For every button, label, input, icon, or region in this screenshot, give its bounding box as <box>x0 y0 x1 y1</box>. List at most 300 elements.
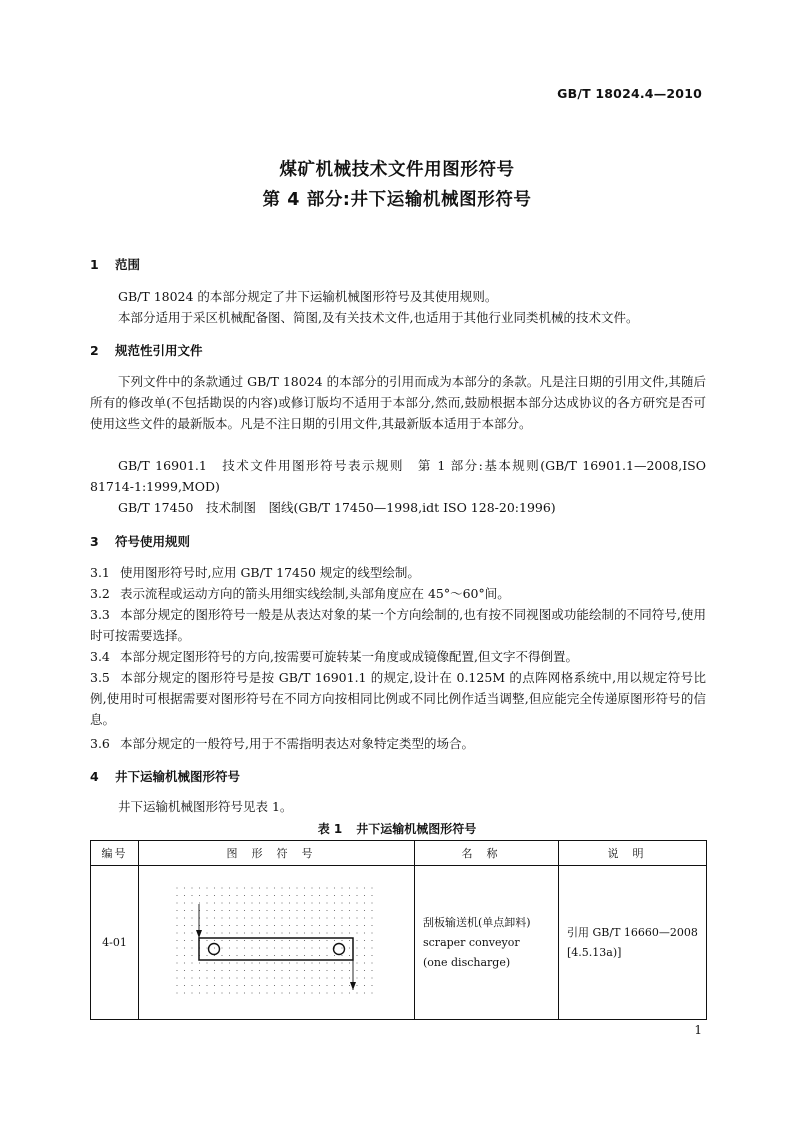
grid-dot <box>326 992 327 993</box>
grid-dot <box>184 925 185 926</box>
grid-dot <box>184 910 185 911</box>
grid-dot <box>266 985 267 986</box>
grid-dot <box>349 955 350 956</box>
grid-dot <box>371 955 372 956</box>
grid-dot <box>281 977 282 978</box>
grid-dot <box>341 962 342 963</box>
grid-dot <box>349 895 350 896</box>
grid-dot <box>259 947 260 948</box>
clause-3-4 <box>90 646 706 667</box>
grid-dot <box>176 947 177 948</box>
grid-dot <box>191 917 192 918</box>
grid-dot <box>191 962 192 963</box>
grid-dot <box>259 970 260 971</box>
grid-dot <box>221 947 222 948</box>
grid-dot <box>214 962 215 963</box>
grid-dot <box>341 940 342 941</box>
clause-number: 3.4 <box>90 649 110 664</box>
grid-dot <box>214 970 215 971</box>
grid-dot <box>334 932 335 933</box>
scraper-conveyor-symbol <box>139 866 415 1016</box>
grid-dot <box>206 895 207 896</box>
grid-dot <box>214 932 215 933</box>
grid-dot <box>304 910 305 911</box>
grid-dot <box>266 902 267 903</box>
grid-dot <box>221 962 222 963</box>
grid-dot <box>296 992 297 993</box>
grid-dot <box>221 985 222 986</box>
right-sprocket-circle <box>334 944 345 955</box>
grid-dot <box>296 925 297 926</box>
grid-dot <box>251 887 252 888</box>
grid-dot <box>304 940 305 941</box>
grid-dot <box>206 955 207 956</box>
clause-3-5 <box>90 667 706 730</box>
grid-dot <box>266 955 267 956</box>
name-english-2: (one discharge) <box>423 955 511 969</box>
grid-dot <box>221 992 222 993</box>
grid-dot <box>266 970 267 971</box>
grid-dot <box>274 970 275 971</box>
grid-dot <box>371 917 372 918</box>
grid-dot <box>274 932 275 933</box>
grid-dot <box>349 970 350 971</box>
grid-dot <box>236 910 237 911</box>
grid-dot <box>349 932 350 933</box>
grid-dot <box>214 887 215 888</box>
grid-dot <box>244 955 245 956</box>
section-2-para-1: 下列文件中的条款通过 GB/T 18024 的本部分的引用而成为本部分的条款。凡是注日期的引用文件,其随后所有的修改单(不包括勘误的内容)或修订版均不适用于本部分,然而,鼓励根据本部分达成协议的各方研究是否可使用这些文件的最新版本。凡是不注日期的引用文件,其最新版本适用于本部分。 <box>90 374 706 431</box>
grid-dot <box>281 947 282 948</box>
grid-dot <box>356 970 357 971</box>
grid-dot <box>304 925 305 926</box>
grid-dot <box>244 962 245 963</box>
inflow-arrow-head <box>196 930 202 938</box>
grid-dot <box>214 917 215 918</box>
grid-dot <box>266 947 267 948</box>
grid-dot <box>319 895 320 896</box>
grid-dot <box>191 940 192 941</box>
grid-dot <box>251 962 252 963</box>
grid-dot <box>244 895 245 896</box>
grid-dot <box>206 962 207 963</box>
grid-dot <box>289 947 290 948</box>
grid-dot <box>191 977 192 978</box>
grid-dot <box>349 902 350 903</box>
grid-dot <box>289 932 290 933</box>
grid-dot <box>236 970 237 971</box>
grid-dot <box>334 977 335 978</box>
section-4-para-1: 井下运输机械图形符号见表 1。 <box>118 799 293 814</box>
grid-dot <box>229 970 230 971</box>
grid-dot <box>364 962 365 963</box>
grid-dot <box>214 895 215 896</box>
grid-dot <box>304 977 305 978</box>
grid-dot <box>304 947 305 948</box>
grid-dot <box>221 932 222 933</box>
grid-dot <box>311 962 312 963</box>
grid-dot <box>221 887 222 888</box>
grid-dot <box>266 992 267 993</box>
grid-dot <box>221 977 222 978</box>
grid-dot <box>214 977 215 978</box>
grid-dot <box>236 955 237 956</box>
grid-dot <box>364 917 365 918</box>
row-name <box>415 866 559 1020</box>
grid-dot <box>326 917 327 918</box>
grid-dot <box>259 992 260 993</box>
grid-dot <box>236 947 237 948</box>
grid-dot <box>199 902 200 903</box>
grid-dot <box>191 992 192 993</box>
grid-dot <box>326 977 327 978</box>
grid-dot <box>244 992 245 993</box>
grid-dot <box>221 902 222 903</box>
clause-number: 3.1 <box>90 565 110 580</box>
section-title: 范围 <box>115 257 141 272</box>
conveyor-body-outline <box>199 938 353 960</box>
grid-dot <box>289 955 290 956</box>
grid-dot <box>371 895 372 896</box>
grid-dot <box>229 895 230 896</box>
grid-dot <box>274 940 275 941</box>
section-title: 井下运输机械图形符号 <box>115 769 241 784</box>
grid-dot <box>364 992 365 993</box>
row-symbol <box>139 866 415 1020</box>
table-caption-label: 表 1 <box>317 822 343 836</box>
grid-dot <box>184 985 185 986</box>
grid-dot <box>221 970 222 971</box>
grid-dot <box>206 992 207 993</box>
grid-dot <box>304 917 305 918</box>
grid-dot <box>176 970 177 971</box>
grid-dot <box>349 925 350 926</box>
grid-dot <box>311 940 312 941</box>
grid-dot <box>356 910 357 911</box>
grid-dot <box>229 977 230 978</box>
grid-dot <box>371 977 372 978</box>
grid-dot <box>334 895 335 896</box>
grid-dot <box>311 902 312 903</box>
grid-dot <box>236 940 237 941</box>
symbol-table <box>90 840 707 1020</box>
grid-dot <box>319 887 320 888</box>
grid-dot <box>371 992 372 993</box>
grid-dot <box>296 887 297 888</box>
grid-dot <box>311 947 312 948</box>
grid-dot <box>236 977 237 978</box>
grid-dot <box>319 940 320 941</box>
grid-dot <box>371 985 372 986</box>
grid-dot <box>274 887 275 888</box>
section-2-ref-1: GB/T 16901.1 技术文件用图形符号表示规则 第 1 部分:基本规则(GB/T 16901.1—2008,ISO 81714-1:1999,MOD) <box>90 458 706 494</box>
grid-dot <box>251 910 252 911</box>
grid-dot <box>236 917 237 918</box>
grid-dot <box>251 992 252 993</box>
grid-dot <box>199 977 200 978</box>
grid-dot <box>191 910 192 911</box>
grid-dot <box>364 887 365 888</box>
grid-dot <box>341 932 342 933</box>
section-1-para-1: GB/T 18024 的本部分规定了井下运输机械图形符号及其使用规则。 <box>118 289 498 304</box>
grid-dot <box>244 977 245 978</box>
grid-dot <box>334 887 335 888</box>
grid-dot <box>311 992 312 993</box>
clause-text: 本部分规定的一般符号,用于不需指明表达对象特定类型的场合。 <box>120 736 474 751</box>
grid-dot <box>229 917 230 918</box>
grid-dot <box>236 985 237 986</box>
grid-dot <box>296 932 297 933</box>
grid-dot <box>334 917 335 918</box>
grid-dot <box>371 970 372 971</box>
grid-dot <box>356 940 357 941</box>
grid-dot <box>349 917 350 918</box>
grid-dot <box>356 992 357 993</box>
grid-dot <box>206 947 207 948</box>
clause-3-6 <box>90 733 706 754</box>
grid-dot <box>364 970 365 971</box>
grid-dot <box>334 955 335 956</box>
section-4-heading <box>90 767 240 785</box>
grid-dot <box>364 902 365 903</box>
clause-3-1 <box>90 562 706 583</box>
grid-dot <box>176 977 177 978</box>
grid-dot <box>296 940 297 941</box>
row-number: 4-01 <box>91 866 139 1020</box>
grid-dot <box>319 932 320 933</box>
grid-dot <box>214 910 215 911</box>
grid-dot <box>259 902 260 903</box>
grid-dot <box>364 947 365 948</box>
grid-dot <box>251 940 252 941</box>
grid-dot <box>341 925 342 926</box>
grid-dot <box>259 977 260 978</box>
grid-dot <box>236 932 237 933</box>
grid-dot <box>326 962 327 963</box>
grid-dot <box>296 955 297 956</box>
clause-text: 使用图形符号时,应用 GB/T 17450 规定的线型绘制。 <box>120 565 420 580</box>
grid-dot <box>236 887 237 888</box>
grid-dot <box>289 940 290 941</box>
grid-dot <box>311 955 312 956</box>
grid-dot <box>296 985 297 986</box>
grid-dot <box>191 970 192 971</box>
grid-dot <box>281 970 282 971</box>
grid-dot <box>289 985 290 986</box>
grid-dot <box>184 947 185 948</box>
grid-dot <box>259 940 260 941</box>
grid-dot <box>326 932 327 933</box>
clause-3-2 <box>90 583 706 604</box>
grid-dot <box>281 940 282 941</box>
grid-dot <box>371 947 372 948</box>
grid-dot <box>199 992 200 993</box>
grid-dot <box>304 895 305 896</box>
grid-dot <box>244 902 245 903</box>
grid-dot <box>311 910 312 911</box>
grid-dot <box>184 940 185 941</box>
grid-dot <box>176 985 177 986</box>
grid-dot <box>326 947 327 948</box>
grid-dot <box>206 902 207 903</box>
grid-dot <box>221 895 222 896</box>
grid-dot <box>281 992 282 993</box>
grid-dot <box>191 985 192 986</box>
grid-dot <box>229 985 230 986</box>
grid-dot <box>296 910 297 911</box>
grid-dot <box>176 992 177 993</box>
clause-text: 本部分规定的图形符号一般是从表达对象的某一个方向绘制的,也有按不同视图或功能绘制的不同符号,使用时可按需要选择。 <box>90 607 706 643</box>
grid-dot <box>319 970 320 971</box>
grid-dot <box>371 932 372 933</box>
grid-dot <box>244 985 245 986</box>
grid-dot <box>326 925 327 926</box>
grid-dot <box>311 932 312 933</box>
grid-dot <box>319 902 320 903</box>
grid-dot <box>214 985 215 986</box>
grid-dot <box>259 955 260 956</box>
grid-dot <box>206 970 207 971</box>
header-description: 说明 <box>559 841 707 866</box>
grid-dot <box>229 925 230 926</box>
grid-dot <box>236 895 237 896</box>
name-english-1: scraper conveyor <box>423 935 520 949</box>
grid-dot <box>289 977 290 978</box>
grid-dot <box>334 992 335 993</box>
grid-dot <box>191 932 192 933</box>
table-caption-text: 井下运输机械图形符号 <box>356 822 477 836</box>
grid-dot <box>296 895 297 896</box>
grid-dot <box>364 985 365 986</box>
grid-dot <box>334 902 335 903</box>
grid-dot <box>259 887 260 888</box>
grid-dot <box>349 985 350 986</box>
table-caption <box>0 820 794 837</box>
grid-dot <box>191 895 192 896</box>
grid-dot <box>311 895 312 896</box>
grid-dot <box>371 962 372 963</box>
grid-dot <box>364 977 365 978</box>
grid-dot <box>184 932 185 933</box>
grid-dot <box>274 895 275 896</box>
grid-dot <box>206 887 207 888</box>
header-symbol: 图形符号 <box>139 841 415 866</box>
grid-dot <box>349 887 350 888</box>
clause-number: 3.5 <box>90 670 110 685</box>
grid-dot <box>364 932 365 933</box>
grid-dot <box>349 940 350 941</box>
grid-dot <box>304 932 305 933</box>
grid-dot <box>311 985 312 986</box>
grid-dot <box>326 887 327 888</box>
section-2-ref-2: GB/T 17450 技术制图 图线(GB/T 17450—1998,idt ISO 128-20:1996) <box>118 500 556 515</box>
grid-dot <box>259 925 260 926</box>
grid-dot <box>199 985 200 986</box>
grid-dot <box>176 962 177 963</box>
grid-dot <box>206 940 207 941</box>
grid-dot <box>206 932 207 933</box>
grid-dot <box>184 895 185 896</box>
grid-dot <box>334 985 335 986</box>
grid-dot <box>176 910 177 911</box>
grid-dot <box>214 940 215 941</box>
grid-dot <box>244 940 245 941</box>
grid-dot <box>236 925 237 926</box>
grid-dot <box>251 977 252 978</box>
grid-dot <box>274 962 275 963</box>
grid-dot <box>266 910 267 911</box>
grid-dot <box>296 977 297 978</box>
grid-dot <box>371 925 372 926</box>
grid-dot <box>266 895 267 896</box>
grid-dot <box>311 925 312 926</box>
grid-dot <box>311 887 312 888</box>
grid-dot <box>184 902 185 903</box>
grid-dot <box>266 925 267 926</box>
grid-dot <box>251 932 252 933</box>
table-row <box>91 866 707 1020</box>
grid-dot <box>176 917 177 918</box>
grid-dot <box>221 917 222 918</box>
grid-dot <box>251 955 252 956</box>
grid-dot <box>184 977 185 978</box>
grid-dot <box>206 925 207 926</box>
grid-dot <box>281 985 282 986</box>
dot-grid <box>176 887 372 993</box>
grid-dot <box>236 902 237 903</box>
grid-dot <box>289 910 290 911</box>
grid-dot <box>206 917 207 918</box>
grid-dot <box>274 910 275 911</box>
header-number: 编号 <box>91 841 139 866</box>
grid-dot <box>229 887 230 888</box>
grid-dot <box>281 910 282 911</box>
grid-dot <box>289 992 290 993</box>
header-name: 名称 <box>415 841 559 866</box>
grid-dot <box>229 902 230 903</box>
grid-dot <box>319 955 320 956</box>
clause-number: 3.6 <box>90 736 110 751</box>
grid-dot <box>191 947 192 948</box>
grid-dot <box>244 925 245 926</box>
grid-dot <box>326 955 327 956</box>
section-number: 1 <box>90 257 99 272</box>
grid-dot <box>304 970 305 971</box>
doc-title-main: 煤矿机械技术文件用图形符号 <box>279 160 515 180</box>
grid-dot <box>326 970 327 971</box>
row-description <box>559 866 707 1020</box>
grid-dot <box>229 910 230 911</box>
grid-dot <box>266 977 267 978</box>
grid-dot <box>334 940 335 941</box>
grid-dot <box>274 925 275 926</box>
clause-text: 本部分规定图形符号的方向,按需要可旋转某一角度或成镜像配置,但文字不得倒置。 <box>120 649 578 664</box>
grid-dot <box>191 925 192 926</box>
grid-dot <box>281 887 282 888</box>
grid-dot <box>191 887 192 888</box>
grid-dot <box>281 917 282 918</box>
grid-dot <box>304 902 305 903</box>
grid-dot <box>274 947 275 948</box>
grid-dot <box>221 940 222 941</box>
grid-dot <box>356 925 357 926</box>
grid-dot <box>266 917 267 918</box>
grid-dot <box>326 940 327 941</box>
grid-dot <box>281 932 282 933</box>
grid-dot <box>244 970 245 971</box>
grid-dot <box>334 925 335 926</box>
section-2-heading <box>90 341 203 359</box>
